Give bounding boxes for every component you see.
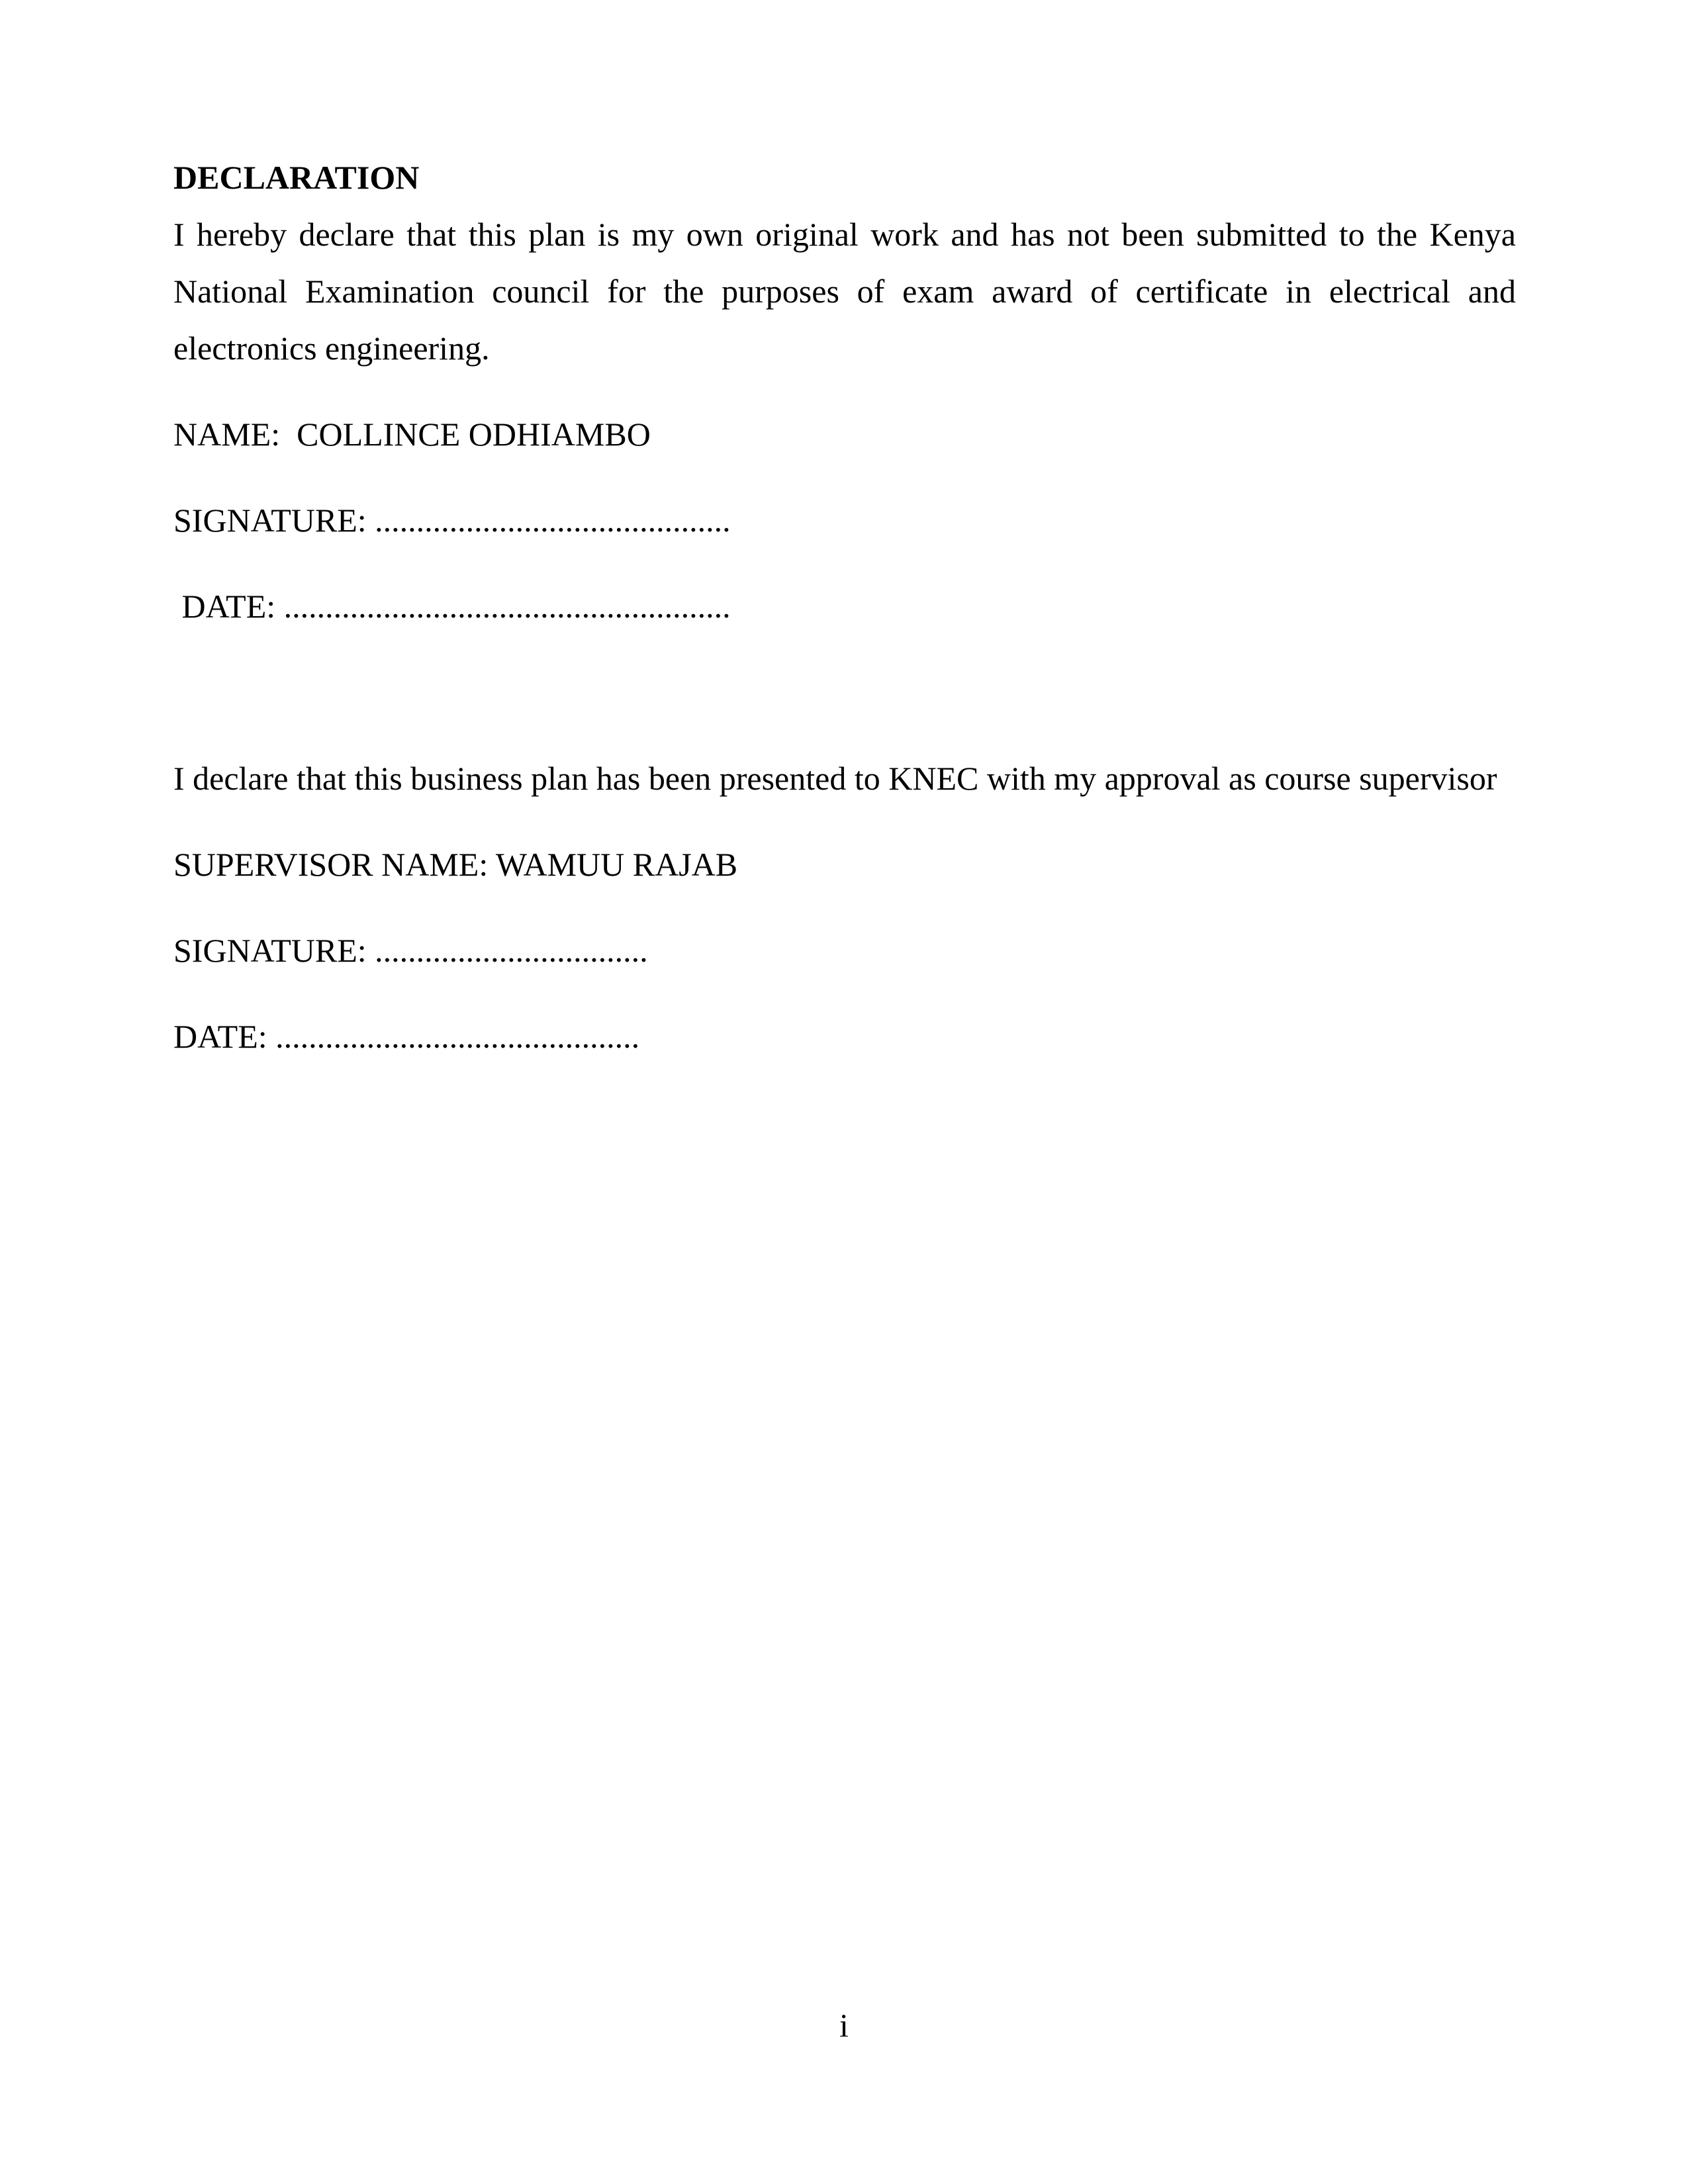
supervisor-declaration-line: I declare that this business plan has been presented to KNEC with my approval as course supervisor [173, 760, 1497, 797]
supervisor-date-line: DATE: ............................................ [173, 1018, 640, 1055]
declaration-paragraph-line: National Examination council for the purposes of exam award of certificate in electrical and [173, 273, 1516, 310]
student-signature-line: SIGNATURE: ........................................... [173, 502, 731, 539]
supervisor-signature-line: SIGNATURE: ................................. [173, 932, 648, 969]
declaration-paragraph-line: electronics engineering. [173, 330, 490, 367]
student-name-line: NAME: COLLINCE ODHIAMBO [173, 416, 651, 453]
declaration-section [173, 149, 1516, 1065]
student-date-line: DATE: ...................................................... [173, 588, 731, 625]
section-title: DECLARATION [173, 159, 420, 196]
supervisor-name-line: SUPERVISOR NAME: WAMUU RAJAB [173, 846, 738, 883]
declaration-paragraph-line: I hereby declare that this plan is my own original work and has not been submitted to the Kenya [173, 216, 1516, 253]
page-number: i [839, 2007, 849, 2044]
blank-paragraph [173, 664, 1516, 750]
declaration-paragraph [173, 206, 1516, 377]
